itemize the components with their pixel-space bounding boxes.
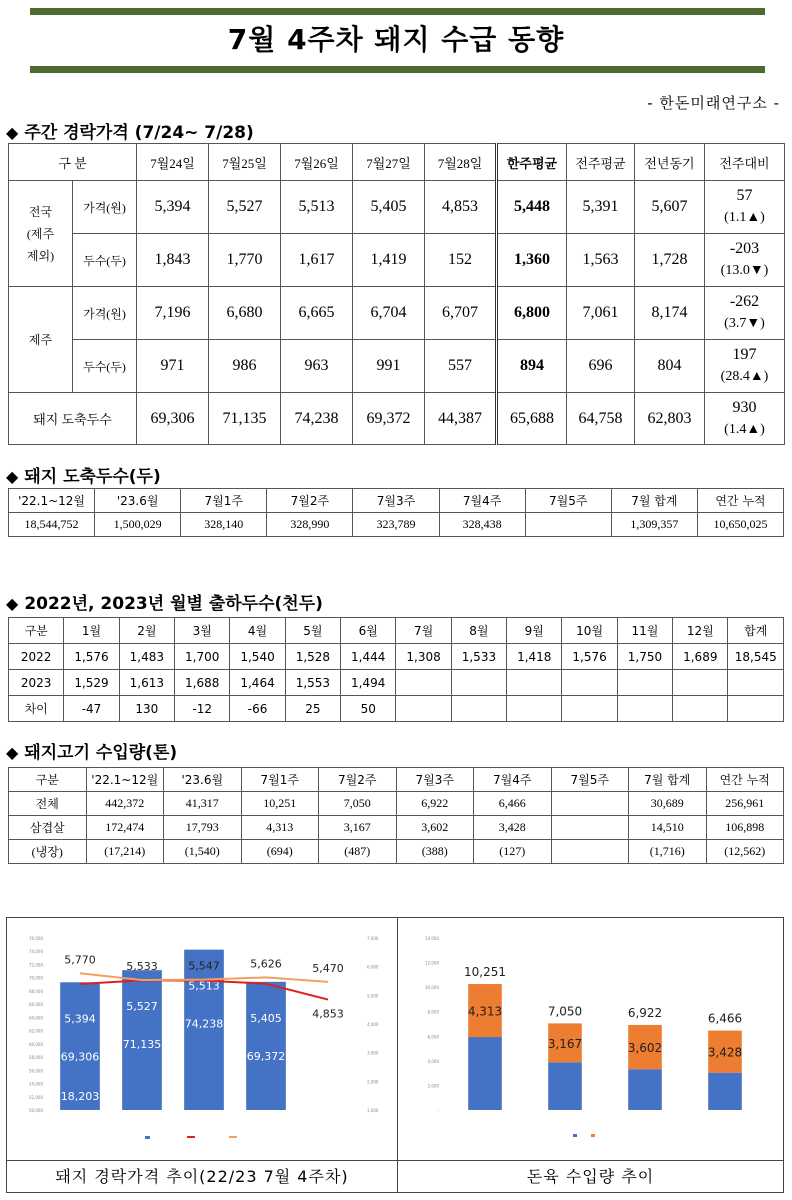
y-tick-label: 6,000 [367, 964, 379, 970]
table-row [9, 816, 784, 840]
table-cell [562, 696, 617, 722]
value-cell: 7,196 [137, 287, 209, 340]
table-cell: 1,689 [673, 644, 728, 670]
price-chart [15, 924, 391, 1154]
bar-mid-label: 69,372 [246, 1049, 286, 1063]
header-cell: '22.1~12월 [86, 768, 164, 792]
table-row [9, 340, 785, 393]
y-tick-label: 2,000 [367, 1079, 379, 1085]
table-cell: 2022 [9, 644, 64, 670]
table-cell: 전체 [9, 792, 87, 816]
table-row [9, 840, 784, 864]
table-cell: 25 [285, 696, 340, 722]
table-cell: 328,438 [439, 513, 525, 537]
y-tick-label: 62,000 [29, 1028, 43, 1034]
value-cell: 152 [425, 234, 497, 287]
group-label: 전국 (제주 제외) [9, 181, 73, 287]
table-cell [551, 792, 629, 816]
line-label: 5,770 [64, 953, 96, 967]
header-cell: 7월24일 [137, 144, 209, 181]
table-cell: 1,529 [64, 670, 119, 696]
bar-segment [628, 1069, 662, 1110]
table-header-row [9, 144, 785, 181]
table-cell: 차이 [9, 696, 64, 722]
value-cell: 8,174 [635, 287, 705, 340]
value-cell: 6,665 [281, 287, 353, 340]
total-label: 6,922 [627, 1005, 663, 1020]
bar-segment [468, 1037, 502, 1110]
bar-top-label: 5,527 [126, 1000, 158, 1014]
diff-percent: (13.0▼) [720, 263, 769, 278]
header-cell: 5월 [285, 618, 340, 644]
table-cell: (694) [241, 840, 319, 864]
bar-top-label: 5,394 [64, 1012, 96, 1026]
table-header-row [9, 618, 784, 644]
header-cell: 7월 [396, 618, 451, 644]
header-cell: 7월 합계 [611, 489, 697, 513]
chart-divider [397, 918, 398, 1192]
y-tick-label: 58,000 [29, 1055, 43, 1061]
bar-bottom-label: 18,203 [60, 1090, 100, 1103]
y-tick-label: 68,000 [29, 988, 43, 994]
header-cell: 10월 [562, 618, 617, 644]
import-chart-caption: 돈육 수입량 추이 [398, 1160, 783, 1193]
row-label: 두수(두) [73, 340, 137, 393]
table-cell: 17,793 [164, 816, 242, 840]
value-cell: 6,680 [209, 287, 281, 340]
value-cell: 4,853 [425, 181, 497, 234]
header-cell: 전주대비 [705, 144, 785, 181]
value-cell: 5,527 [209, 181, 281, 234]
table-cell: 3,167 [319, 816, 397, 840]
table-cell: 1,553 [285, 670, 340, 696]
header-cell: 7월1주 [181, 489, 267, 513]
segment-label: 3,602 [627, 1041, 663, 1056]
table-cell: 1,528 [285, 644, 340, 670]
table-cell [728, 670, 784, 696]
weekly-price-table [8, 143, 785, 445]
value-cell: 963 [281, 340, 353, 393]
header-cell: 구분 [9, 618, 64, 644]
value-cell: 894 [497, 340, 567, 393]
y-tick-label: 3,000 [367, 1050, 379, 1056]
value-cell: 5,448 [497, 181, 567, 234]
table-cell: -12 [175, 696, 230, 722]
y-tick-label: 64,000 [29, 1015, 43, 1021]
header-cell: '22.1~12월 [9, 489, 95, 513]
diff-value: -203 [729, 240, 760, 257]
group-label: 제주 [9, 287, 73, 393]
table-cell: (17,214) [86, 840, 164, 864]
value-cell: 1,360 [497, 234, 567, 287]
row-label: 돼지 도축두수 [9, 393, 137, 445]
y-tick-label: 70,000 [29, 975, 43, 981]
row-label: 두수(두) [73, 234, 137, 287]
price-chart-caption: 돼지 경락가격 추이(22/23 7월 4주차) [7, 1160, 397, 1193]
value-cell: 6,704 [353, 287, 425, 340]
header-cell: 한주평균 [497, 144, 567, 181]
imports-table [8, 767, 784, 864]
table-cell: 삼겹살 [9, 816, 87, 840]
value-cell: 6,707 [425, 287, 497, 340]
line-label: 5,470 [312, 961, 344, 975]
header-cell: '23.6월 [95, 489, 181, 513]
table-cell: 1,444 [341, 644, 396, 670]
table-cell: (388) [396, 840, 474, 864]
segment-label: 3,428 [707, 1045, 743, 1060]
legend-swatch [591, 1134, 595, 1137]
value-cell: 5,513 [281, 181, 353, 234]
table-cell [525, 513, 611, 537]
value-cell: 696 [567, 340, 635, 393]
value-cell: 971 [137, 340, 209, 393]
table-cell: 6,922 [396, 792, 474, 816]
table-cell: 2023 [9, 670, 64, 696]
table-cell [551, 816, 629, 840]
y-tick-label: 8,000 [427, 1009, 439, 1015]
value-cell: 804 [635, 340, 705, 393]
bar-mid-label: 71,135 [122, 1038, 162, 1052]
table-cell [562, 670, 617, 696]
table-cell: 328,140 [181, 513, 267, 537]
row-label: 가격(원) [73, 287, 137, 340]
table-cell: (127) [474, 840, 552, 864]
section-weekly-title: ◆ 주간 경락가격 (7/24~ 7/28) [6, 123, 254, 143]
diff-cell [705, 181, 785, 234]
header-cell: 7월26일 [281, 144, 353, 181]
value-cell: 71,135 [209, 393, 281, 445]
table-cell [728, 696, 784, 722]
slaughter-table [8, 488, 784, 537]
value-cell: 69,372 [353, 393, 425, 445]
table-cell [617, 670, 672, 696]
bar [246, 982, 286, 1110]
line-label: 4,853 [312, 1007, 344, 1021]
monthly-shipment-table [8, 617, 784, 722]
value-cell: 62,803 [635, 393, 705, 445]
table-cell: 1,494 [341, 670, 396, 696]
header-cell: 7월2주 [267, 489, 353, 513]
table-cell: 18,544,752 [9, 513, 95, 537]
value-cell: 991 [353, 340, 425, 393]
y-tick-label: 2,000 [427, 1083, 439, 1089]
header-cell: '23.6월 [164, 768, 242, 792]
header-cell: 전주평균 [567, 144, 635, 181]
total-label: 10,251 [464, 965, 506, 980]
header-cell: 전년동기 [635, 144, 705, 181]
header-cell: 2월 [119, 618, 174, 644]
value-cell: 5,394 [137, 181, 209, 234]
table-cell [551, 840, 629, 864]
row-label: 가격(원) [73, 181, 137, 234]
table-cell: 130 [119, 696, 174, 722]
header-cell: 구분 [9, 768, 87, 792]
table-cell: 1,533 [451, 644, 506, 670]
y-tick-label: 60,000 [29, 1041, 43, 1047]
y-tick-label: 1,000 [367, 1108, 379, 1113]
header-cell: 4월 [230, 618, 285, 644]
legend-swatch [187, 1136, 195, 1138]
table-cell: 14,510 [629, 816, 707, 840]
header-cell: 12월 [673, 618, 728, 644]
diff-percent: (3.7▼) [724, 316, 765, 331]
header-cell: 7월28일 [425, 144, 497, 181]
header-cell: 7월2주 [319, 768, 397, 792]
table-cell: 1,576 [64, 644, 119, 670]
section-monthly-title: ◆ 2022년, 2023년 월별 출하두수(천두) [6, 594, 323, 614]
y-tick-label: 4,000 [367, 1022, 379, 1027]
table-cell: 256,961 [706, 792, 784, 816]
table-cell: 106,898 [706, 816, 784, 840]
table-cell: 10,251 [241, 792, 319, 816]
table-cell [451, 696, 506, 722]
table-cell: 7,050 [319, 792, 397, 816]
legend-swatch [229, 1136, 237, 1138]
y-tick-label: 52,000 [29, 1094, 43, 1100]
table-cell: 10,650,025 [697, 513, 783, 537]
value-cell: 74,238 [281, 393, 353, 445]
table-row [9, 792, 784, 816]
table-cell [673, 670, 728, 696]
diff-cell [705, 234, 785, 287]
table-cell: (12,562) [706, 840, 784, 864]
table-cell: 1,750 [617, 644, 672, 670]
table-cell [396, 696, 451, 722]
table-row [9, 644, 784, 670]
value-cell: 1,617 [281, 234, 353, 287]
bar-top-label: 5,513 [188, 979, 220, 993]
header-cell: 3월 [175, 618, 230, 644]
header-cell: 7월1주 [241, 768, 319, 792]
table-cell: 1,700 [175, 644, 230, 670]
table-cell [507, 670, 562, 696]
table-cell: (냉장) [9, 840, 87, 864]
bar-segment [548, 1062, 582, 1110]
table-cell: (1,540) [164, 840, 242, 864]
table-cell: 1,500,029 [95, 513, 181, 537]
header-cell: 6월 [341, 618, 396, 644]
table-cell: -66 [230, 696, 285, 722]
y-tick-label: 4,000 [427, 1058, 439, 1064]
y-tick-label: 7,000 [367, 936, 379, 941]
header-cell: 연간 누적 [697, 489, 783, 513]
y-tick-label: 54,000 [29, 1081, 43, 1087]
table-cell: 1,418 [507, 644, 562, 670]
header-cell: 11월 [617, 618, 672, 644]
table-cell: 172,474 [86, 816, 164, 840]
diff-cell [705, 393, 785, 445]
header-cell: 7월27일 [353, 144, 425, 181]
header-cell: 7월4주 [439, 489, 525, 513]
diff-cell [705, 340, 785, 393]
diff-value: 930 [732, 398, 757, 416]
value-cell: 64,758 [567, 393, 635, 445]
y-tick-label: 12,000 [425, 960, 439, 966]
header-cell: 7월25일 [209, 144, 281, 181]
line-label: 5,547 [188, 959, 220, 973]
diff-cell [705, 287, 785, 340]
legend-swatch [573, 1134, 577, 1137]
header-cell: 구 분 [9, 144, 137, 181]
table-cell: 1,308 [396, 644, 451, 670]
y-tick-label: 56,000 [29, 1068, 43, 1074]
section-imports-title: ◆ 돼지고기 수입량(톤) [6, 743, 178, 763]
bar-segment [708, 1073, 742, 1110]
total-row [9, 393, 785, 445]
table-row [9, 670, 784, 696]
line-label: 5,626 [250, 957, 282, 971]
table-cell: (487) [319, 840, 397, 864]
table-cell: -47 [64, 696, 119, 722]
diamond-icon: ◆ [6, 123, 19, 142]
import-chart [405, 924, 775, 1154]
diff-percent: (1.1▲) [724, 210, 765, 225]
header-cell: 7월5주 [525, 489, 611, 513]
title-rule [30, 66, 765, 73]
line-label: 5,533 [126, 960, 158, 974]
y-tick-label: 50,000 [29, 1108, 43, 1113]
table-cell: 442,372 [86, 792, 164, 816]
table-cell: 30,689 [629, 792, 707, 816]
value-cell: 1,419 [353, 234, 425, 287]
value-cell: 1,728 [635, 234, 705, 287]
table-row [9, 696, 784, 722]
table-cell: 1,576 [562, 644, 617, 670]
header-cell: 7월4주 [474, 768, 552, 792]
table-cell [396, 670, 451, 696]
value-cell: 44,387 [425, 393, 497, 445]
table-cell: 323,789 [353, 513, 439, 537]
table-cell [673, 696, 728, 722]
total-label: 6,466 [707, 1011, 743, 1026]
diff-percent: (1.4▲) [724, 421, 765, 437]
page-title: 7월 4주차 돼지 수급 동향 [227, 23, 565, 56]
header-cell: 7월3주 [353, 489, 439, 513]
value-cell: 1,563 [567, 234, 635, 287]
segment-label: 4,313 [467, 1004, 503, 1019]
value-cell: 5,391 [567, 181, 635, 234]
y-tick-label: 6,000 [427, 1034, 439, 1040]
diamond-icon: ◆ [6, 467, 19, 486]
y-tick-label: 72,000 [29, 962, 43, 968]
table-cell: 50 [341, 696, 396, 722]
y-tick-label: 5,000 [367, 993, 379, 999]
y-tick-label: 66,000 [29, 1002, 43, 1008]
source-label: - 한돈미래연구소 - [647, 94, 780, 112]
header-cell: 7월3주 [396, 768, 474, 792]
bar-mid-label: 69,306 [60, 1050, 100, 1064]
value-cell: 5,607 [635, 181, 705, 234]
diff-percent: (28.4▲) [720, 369, 769, 384]
value-cell: 7,061 [567, 287, 635, 340]
table-row [9, 181, 785, 234]
diff-value: 197 [732, 346, 757, 363]
diff-value: 57 [736, 187, 753, 204]
table-cell: 3,428 [474, 816, 552, 840]
value-cell: 69,306 [137, 393, 209, 445]
table-cell: 1,540 [230, 644, 285, 670]
header-cell: 1월 [64, 618, 119, 644]
header-cell: 8월 [451, 618, 506, 644]
y-tick-label: 14,000 [425, 936, 439, 941]
header-cell: 9월 [507, 618, 562, 644]
y-tick-label: 10,000 [425, 985, 439, 991]
header-cell: 합계 [728, 618, 784, 644]
diff-value: -262 [729, 293, 760, 310]
bar-top-label: 5,405 [250, 1011, 282, 1025]
table-row [9, 513, 784, 537]
table-cell: 1,309,357 [611, 513, 697, 537]
table-cell: 18,545 [728, 644, 784, 670]
import-chart-panel [405, 924, 775, 1164]
value-cell: 65,688 [497, 393, 567, 445]
y-tick-label: 76,000 [29, 936, 43, 941]
table-cell: 1,464 [230, 670, 285, 696]
table-cell: (1,716) [629, 840, 707, 864]
header-cell: 7월5주 [551, 768, 629, 792]
table-cell: 1,613 [119, 670, 174, 696]
top-rule [30, 8, 765, 15]
section-slaughter-title: ◆ 돼지 도축두수(두) [6, 467, 161, 487]
value-cell: 1,843 [137, 234, 209, 287]
table-cell [507, 696, 562, 722]
table-cell: 6,466 [474, 792, 552, 816]
diamond-icon: ◆ [6, 594, 19, 613]
table-cell [617, 696, 672, 722]
y-tick-label: - [437, 1108, 439, 1113]
table-cell: 1,688 [175, 670, 230, 696]
header-cell: 연간 누적 [706, 768, 784, 792]
table-cell: 328,990 [267, 513, 353, 537]
header-cell: 7월 합계 [629, 768, 707, 792]
value-cell: 557 [425, 340, 497, 393]
table-cell: 1,483 [119, 644, 174, 670]
price-chart-panel [15, 924, 391, 1164]
bar-mid-label: 74,238 [184, 1017, 224, 1031]
diamond-icon: ◆ [6, 743, 19, 762]
legend-swatch [145, 1136, 150, 1139]
value-cell: 1,770 [209, 234, 281, 287]
value-cell: 6,800 [497, 287, 567, 340]
table-cell [451, 670, 506, 696]
segment-label: 3,167 [547, 1036, 583, 1051]
table-header-row [9, 489, 784, 513]
table-row [9, 287, 785, 340]
value-cell: 5,405 [353, 181, 425, 234]
total-label: 7,050 [547, 1004, 583, 1019]
table-cell: 4,313 [241, 816, 319, 840]
table-cell: 41,317 [164, 792, 242, 816]
table-cell: 3,602 [396, 816, 474, 840]
chart-area [6, 917, 784, 1193]
table-header-row [9, 768, 784, 792]
y-tick-label: 74,000 [29, 949, 43, 955]
value-cell: 986 [209, 340, 281, 393]
table-row [9, 234, 785, 287]
